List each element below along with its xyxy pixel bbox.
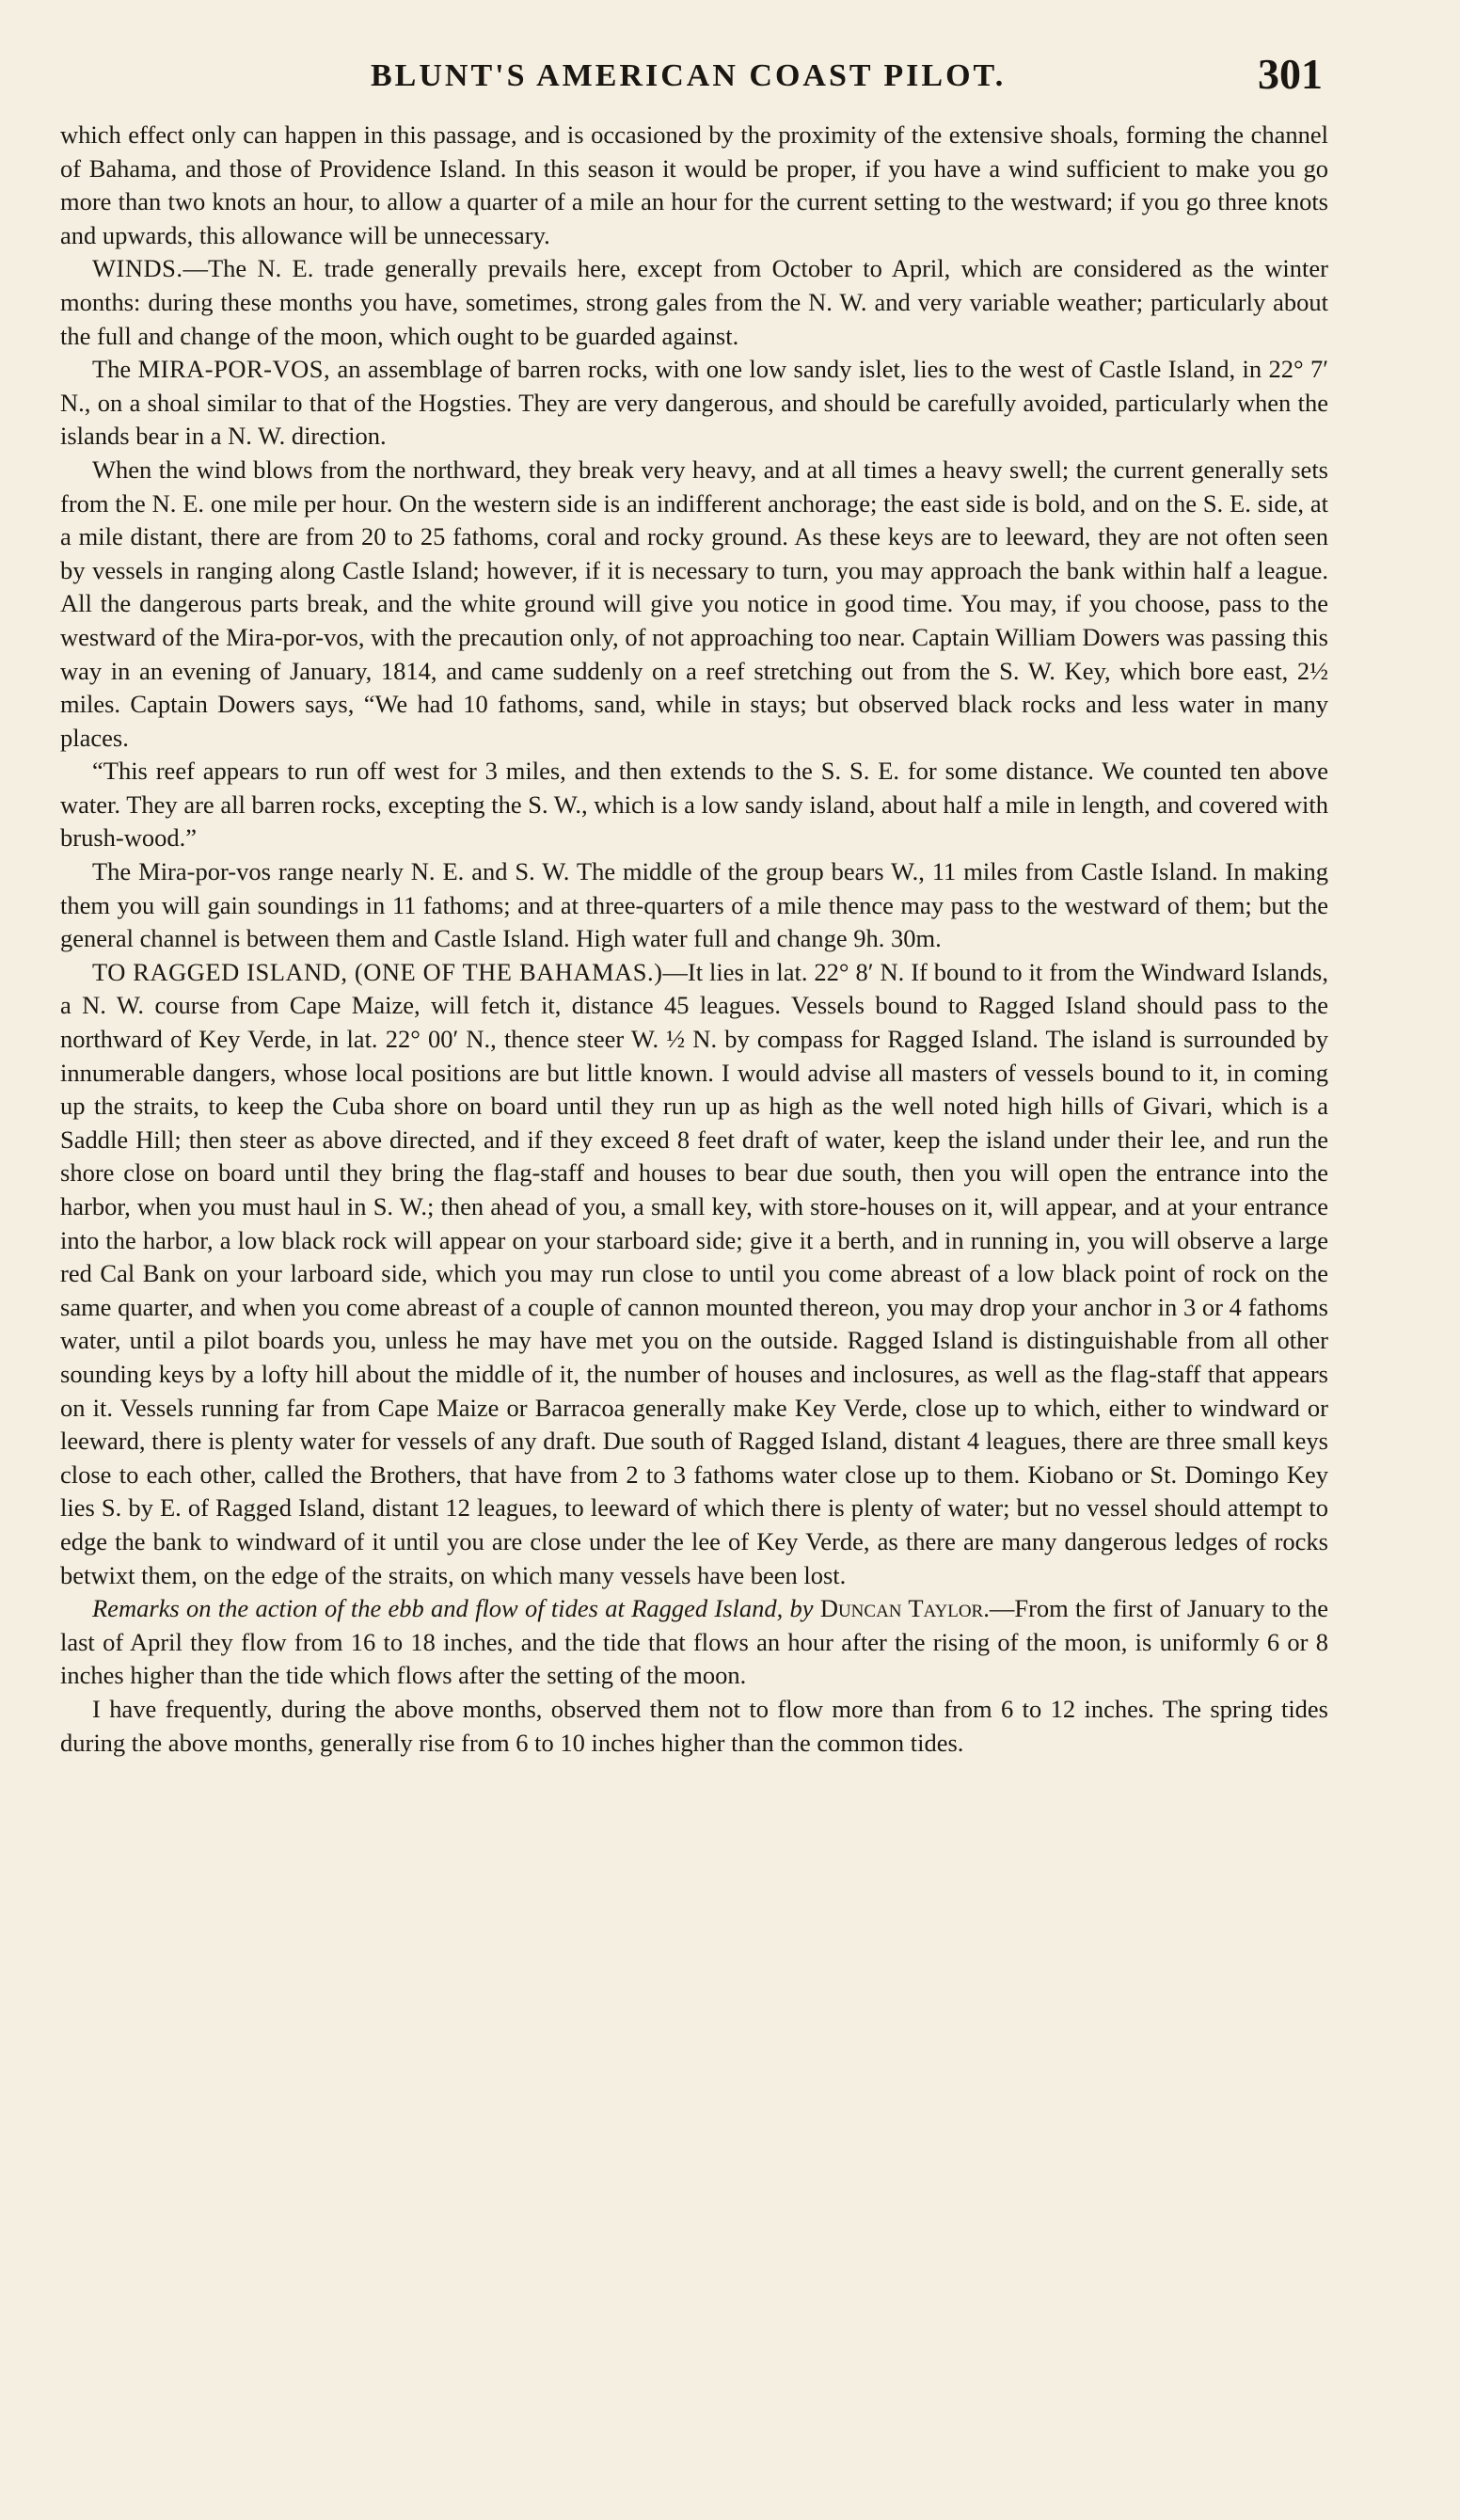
paragraph-mira-por-vos: The MIRA-POR-VOS, an assemblage of barren rocks, with one low sandy islet, lies to the west of Castle Island, in 22° 7′ N., on a shoal similar to that of the Hogsties. They are very dangerous, and should be carefully avoided, particularly when the islands bear in a N. W. direction. (60, 355, 1328, 451)
section-heading-mira-por-vos: MIRA-POR-VOS, (137, 355, 331, 384)
paragraph-wind-northward: When the wind blows from the northward, they break very heavy, and at all times a heavy swell; the current generally sets from the N. E. one mile per hour. On the western side is an indifferent anchorage; the east side is bold, and on the S. E. side, at a mile distant, there are from 20 to 25 fathoms, coral and rocky ground. As these keys are to leeward, they are not often seen by vessels in ranging along Castle Island; however, if it is necessary to turn, you may approach the bank within half a league. All the dangerous parts break, and the white ground will give you notice in good time. You may, if you choose, pass to the westward of the Mira-por-vos, with the precaution only, of not approaching too near. Captain William Dowers was passing this way in an evening of January, 1814, and came suddenly on a reef stretching out from the S. W. Key, which bore east, 2½ miles. Captain Dowers says, “We had 10 fathoms, sand, while in stays; but observed black rocks and less water in many places. (60, 455, 1328, 752)
running-title: BLUNT'S AMERICAN COAST PILOT. (371, 58, 1007, 93)
section-heading-ragged-island: TO RAGGED ISLAND, (ONE OF THE BAHAMAS.) (92, 957, 663, 986)
author-name: Duncan Taylor. (819, 1594, 990, 1623)
paragraph-tide-remarks: Remarks on the action of the ebb and flow of tides at Ragged Island, by Duncan Taylor.—From the first of January to the last of April they flow from 16 to 18 inches, and the tide that flows an hour after the rising of the moon, is uniformly 6 or 8 inches higher than the tide which flows after the setting of the moon. (60, 1594, 1328, 1690)
section-heading-winds: WINDS. (92, 254, 183, 283)
paragraph-current: which effect only can happen in this passage, and is occasioned by the proximity of the extensive shoals, forming the channel of Bahama, and those of Providence Island. In this season it would be proper, if you have a wind sufficient to make you go more than two knots an hour, to allow a quarter of a mile an hour for the current setting to the westward; if you go three knots and upwards, this allowance will be unnecessary. (60, 120, 1328, 249)
paragraph-winds: WINDS.—The N. E. trade generally prevails here, except from October to April, which are considered as the winter months: during these months you have, sometimes, strong gales from the N. W. and very variable weather; particularly about the full and change of the moon, which ought to be guarded against. (60, 254, 1328, 350)
page-number: 301 (1258, 50, 1323, 98)
paragraph-ragged-island: TO RAGGED ISLAND, (ONE OF THE BAHAMAS.)—It lies in lat. 22° 8′ N. If bound to it from the Windward Islands, a N. W. course from Cape Maize, will fetch it, distance 45 leagues. Vessels bound to Ragged Island should pass to the northward of Key Verde, in lat. 22° 00′ N., thence steer W. ½ N. by compass for Ragged Island. The island is surrounded by innumerable dangers, whose local positions are but little known. I would advise all masters of vessels bound to it, in coming up the straits, to keep the Cuba shore on board until they run up as high as the well noted high hills of Givari, which is a Saddle Hill; then steer as above directed, and if they exceed 8 feet draft of water, keep the island under their lee, and run the shore close on board until they bring the flag-staff and houses to bear due south, then you will open the entrance into the harbor, when you must haul in S. W.; then ahead of you, a small key, with store-houses on it, will appear, and at your entrance into the harbor, a low black rock will appear on your starboard side; give it a berth, and in running in, you will observe a large red Cal Bank on your larboard side, which you may run close to until you come abreast of a low black point of rock on the same quarter, and when you come abreast of a couple of cannon mounted thereon, you may drop your anchor in 3 or 4 fathoms water, until a pilot boards you, unless he may have met you on the outside. Ragged Island is distinguishable from all other sounding keys by a lofty hill about the middle of it, the number of houses and inclosures, as well as the flag-staff that appears on it. Vessels running far from Cape Maize or Barracoa generally make Key Verde, close up to which, either to windward or leeward, there is plenty water for vessels of any draft. Due south of Ragged Island, distant 4 leagues, there are three small keys close to each other, called the Brothers, that have from 2 to 3 fathoms water close up to them. Kiobano or St. Domingo Key lies S. by E. of Ragged Island, distant 12 leagues, to leeward of which there is plenty of water; but no vessel should attempt to edge the bank to windward of it until you are close under the lee of Key Verde, as there are many dangerous ledges of rocks betwixt them, on the edge of the straits, on which many vessels have been lost. (60, 957, 1328, 1589)
body-text (60, 119, 1328, 1760)
page-header (60, 49, 1328, 105)
remarks-heading: Remarks on the action of the ebb and flow of tides at Ragged Island, by (92, 1594, 814, 1623)
paragraph-reef-quote: “This reef appears to run off west for 3 miles, and then extends to the S. S. E. for some distance. We counted ten above water. They are all barren rocks, excepting the S. W., which is a low sandy island, about half a mile in length, and covered with brush-wood.” (60, 757, 1328, 853)
paragraph-mira-por-vos-range: The Mira-por-vos range nearly N. E. and S. W. The middle of the group bears W., 11 miles from Castle Island. In making them you will gain soundings in 11 fathoms; and at three-quarters of a mile thence may pass to the westward of them; but the general channel is between them and Castle Island. High water full and change 9h. 30m. (60, 857, 1328, 953)
paragraph-tide-observations: I have frequently, during the above months, observed them not to flow more than from 6 to 12 inches. The spring tides during the above months, generally rise from 6 to 10 inches higher than the common tides. (60, 1694, 1328, 1757)
